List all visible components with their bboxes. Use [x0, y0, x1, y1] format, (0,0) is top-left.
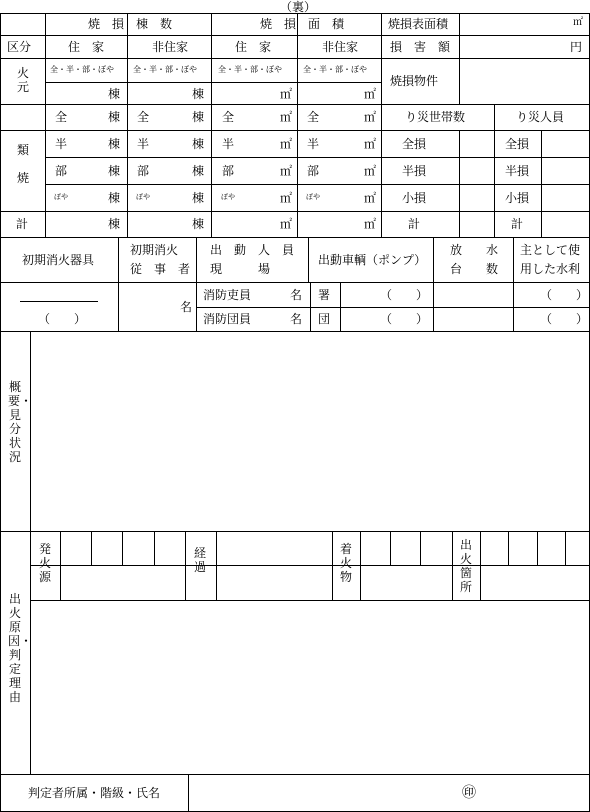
kigu-paren: （ ）	[38, 312, 87, 326]
boya-1: ぼや	[54, 193, 68, 201]
shoboshi-label: 消防吏員	[203, 288, 252, 302]
m2-z2: ㎡	[364, 110, 377, 124]
kubun-label: 区分	[7, 40, 32, 54]
mune-b1: 棟	[108, 164, 121, 178]
hanson-jinin: 半損	[505, 164, 530, 178]
zenson-jinin: 全損	[505, 137, 530, 151]
kei-label: 計	[16, 217, 29, 231]
zen-3: 全	[222, 110, 235, 124]
han-3: 半	[222, 137, 235, 151]
m2-y2: ㎡	[364, 191, 377, 205]
yen-unit: 円	[570, 40, 583, 54]
hanson-setai: 半損	[402, 164, 427, 178]
shoki-jujisha-2: 従 事 者	[130, 262, 191, 276]
kamoto-mune-1: 棟	[108, 87, 121, 101]
kamoto-zenhan-4: 全・半・部・ぼや	[303, 65, 367, 74]
m2-z1: ㎡	[280, 110, 293, 124]
gaiyo-label: 概要・見分状況	[8, 380, 33, 464]
shutsudo-jinin-1: 出 動 人 員	[210, 243, 295, 257]
juka-label: 住 家	[68, 40, 105, 54]
m2-b1: ㎡	[280, 164, 293, 178]
kei-m2-2: ㎡	[364, 217, 377, 231]
shoson-munesu-header: 焼 損 棟 数	[88, 17, 173, 31]
jujisha-mei: 名	[180, 300, 193, 314]
bu-1: 部	[55, 164, 68, 178]
risai-setai-header: り災世帯数	[405, 110, 466, 124]
dan-label: 団	[318, 312, 331, 326]
shoson-setai: 小損	[402, 191, 427, 205]
gen-in-area[interactable]	[31, 601, 589, 773]
suiri-1: 主として使	[520, 243, 581, 257]
mune-h2: 棟	[192, 137, 205, 151]
shoson-jinin: 小損	[505, 191, 530, 205]
shukkasho-label: 出火箇所	[459, 538, 472, 594]
mune-b2: 棟	[192, 164, 205, 178]
zenson-setai: 全損	[402, 137, 427, 151]
kamoto-zenhan-3: 全・半・部・ぼや	[218, 65, 282, 74]
hosui-daisu-2: 台 数	[450, 262, 499, 276]
shoson-hyomenseki-label: 焼損表面積	[388, 17, 449, 31]
mune-z1: 棟	[108, 110, 121, 124]
sho-paren: （ ）	[380, 288, 429, 302]
m2-y1: ㎡	[280, 191, 293, 205]
m2-h2: ㎡	[364, 137, 377, 151]
kamoto-m2-1: ㎡	[280, 87, 293, 101]
dan-paren: （ ）	[380, 312, 429, 326]
songaigaku-label: 損 害 額	[390, 40, 451, 54]
keika-label: 経過	[193, 546, 206, 574]
mune-h1: 棟	[108, 137, 121, 151]
shoson-bukken-label: 焼損物件	[390, 74, 439, 88]
shoson-menseki-header: 焼 損 面 積	[260, 17, 345, 31]
hijuka-label-2: 非住家	[322, 40, 359, 54]
shoboshi-mei: 名	[290, 288, 303, 302]
kei-m2-1: ㎡	[280, 217, 293, 231]
shobodan-label: 消防団員	[203, 312, 252, 326]
shoki-jujisha-1: 初期消火	[130, 243, 179, 257]
shoki-kigu-label: 初期消火器具	[22, 253, 95, 267]
suiri-paren-1: （ ）	[540, 288, 589, 302]
mune-y2: 棟	[192, 191, 205, 205]
suiri-2: 用した水利	[520, 262, 581, 276]
bu-4: 部	[307, 164, 320, 178]
shobodan-mei: 名	[290, 312, 303, 326]
kei-jinin: 計	[511, 217, 524, 231]
hosui-daisu-1: 放 水	[450, 243, 499, 257]
shutsudo-sharyo-label: 出動車輌（ポンプ）	[318, 253, 427, 267]
chakkabutsu-label: 着火物	[339, 542, 352, 584]
kei-mune-2: 棟	[192, 217, 205, 231]
gaiyo-area[interactable]	[31, 332, 589, 530]
risai-jinin-header: り災人員	[516, 110, 565, 124]
kei-setai: 計	[408, 217, 421, 231]
han-4: 半	[307, 137, 320, 151]
hakkagen-label: 発火源	[38, 542, 51, 584]
shutsudo-jinin-2: 現 場	[210, 262, 271, 276]
kamoto-m2-2: ㎡	[364, 87, 377, 101]
ruisho-label: 類焼	[16, 143, 29, 185]
boya-4: ぼや	[306, 193, 320, 201]
kamoto-zenhan-2: 全・半・部・ぼや	[133, 65, 197, 74]
suiri-paren-2: （ ）	[540, 312, 589, 326]
han-1: 半	[55, 137, 68, 151]
page-title: （裏）	[280, 0, 317, 14]
boya-2: ぼや	[136, 193, 150, 201]
mune-y1: 棟	[108, 191, 121, 205]
juka-label-2: 住 家	[235, 40, 272, 54]
zen-1: 全	[55, 110, 68, 124]
han-2: 半	[137, 137, 150, 151]
m2-unit: ㎡	[573, 17, 583, 28]
kamoto-zenhan-1: 全・半・部・ぼや	[50, 65, 114, 74]
sho-label: 署	[318, 288, 331, 302]
kamoto-label: 火元	[16, 66, 29, 94]
hanteisha-label: 判定者所属・階級・氏名	[28, 786, 161, 800]
kei-mune-1: 棟	[108, 217, 121, 231]
zen-4: 全	[307, 110, 320, 124]
bu-2: 部	[137, 164, 150, 178]
boya-3: ぼや	[221, 193, 235, 201]
zen-2: 全	[137, 110, 150, 124]
mune-z2: 棟	[192, 110, 205, 124]
m2-h1: ㎡	[280, 137, 293, 151]
hijuka-label: 非住家	[152, 40, 189, 54]
seal-mark: ㊞	[462, 785, 476, 801]
hanteisha-field[interactable]	[189, 775, 459, 811]
gen-in-label: 出火原因・判定理由	[8, 592, 33, 704]
kamoto-mune-2: 棟	[192, 87, 205, 101]
m2-b2: ㎡	[364, 164, 377, 178]
bu-3: 部	[222, 164, 235, 178]
